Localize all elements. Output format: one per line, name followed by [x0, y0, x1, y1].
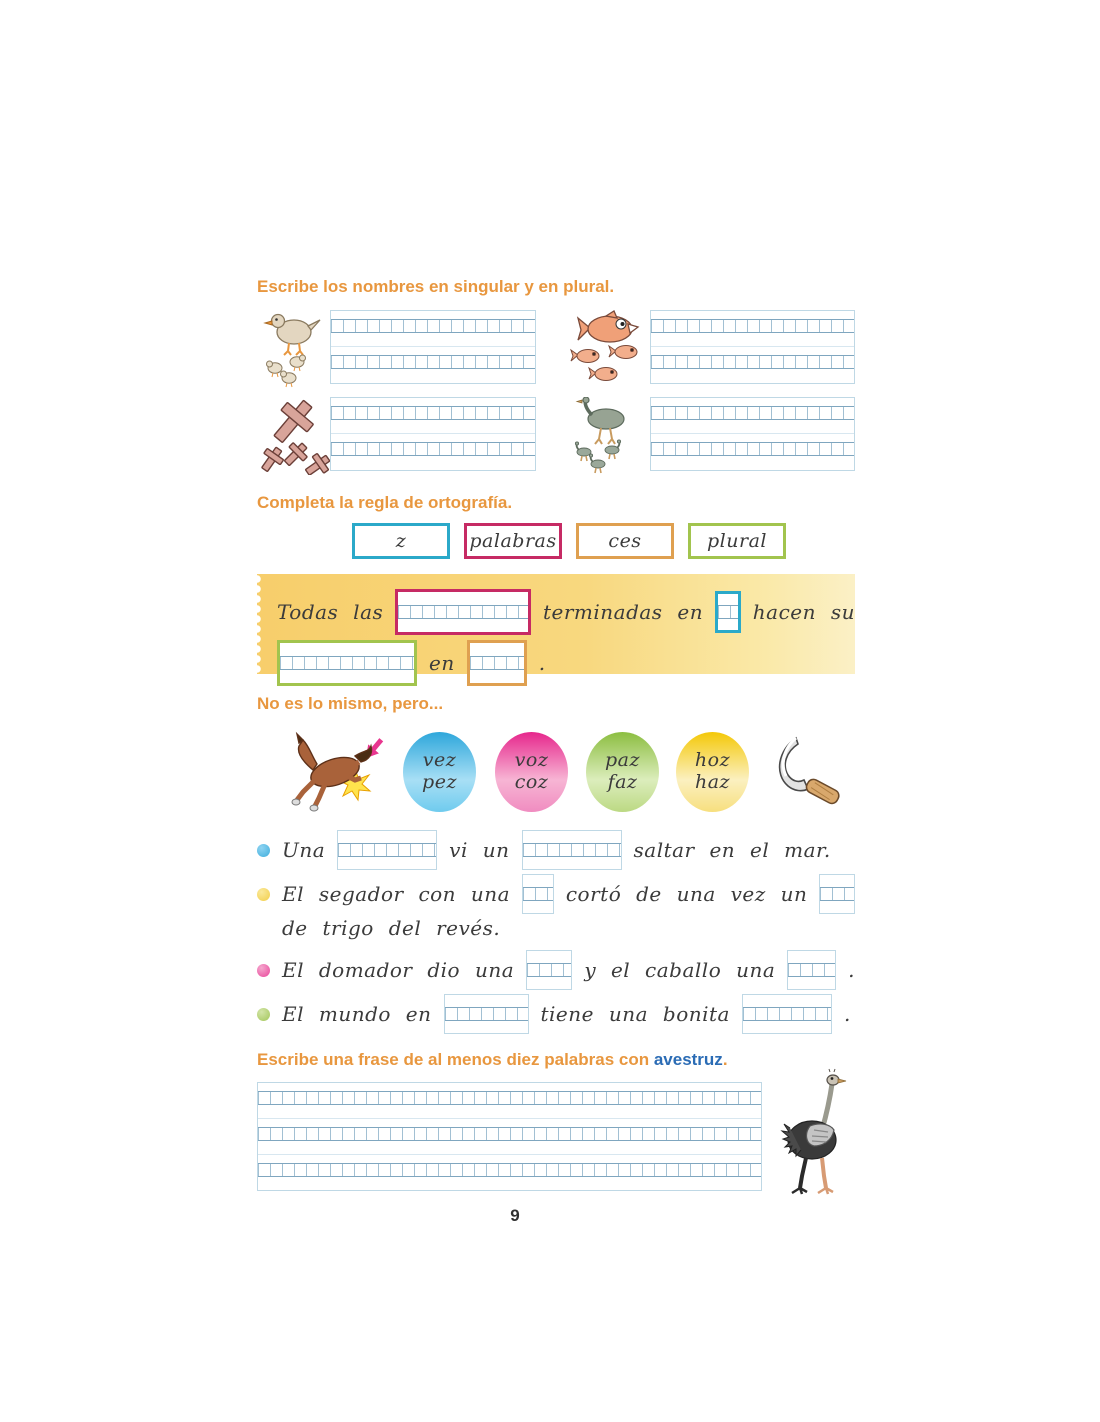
word-card-label: plural — [707, 530, 767, 552]
rule-text-3: hacen su — [752, 600, 855, 624]
sentence-text: cortó de una vez un — [565, 882, 808, 906]
sentence-blank[interactable] — [522, 874, 554, 914]
circle-word-bottom: coz — [514, 771, 549, 793]
sentence-text: tiene una bonita — [540, 1002, 730, 1026]
rule-text-2: terminadas en — [542, 600, 704, 624]
rule-blank-ces[interactable] — [467, 640, 527, 686]
free-writing-lines[interactable] — [257, 1082, 762, 1191]
sentence-vez-pez — [257, 830, 855, 870]
word-circles-row — [285, 726, 855, 818]
sentence-blank[interactable] — [526, 950, 572, 990]
circle-word-top: hoz — [694, 749, 731, 772]
sentence-text: y el caballo una — [584, 958, 776, 982]
rule-text-1: Todas las — [277, 600, 384, 624]
sickle-illustration — [768, 732, 853, 812]
exercise4-title-prefix: Escribe una frase de al menos diez palabras con — [257, 1050, 654, 1069]
circle-hoz-haz[interactable] — [676, 732, 749, 812]
exercise4-title-suffix: . — [722, 1050, 728, 1069]
rule-blank-palabras[interactable] — [395, 589, 531, 635]
exercise2-title: Completa la regla de ortografía. — [257, 493, 513, 512]
sentence-text: vi un — [449, 838, 510, 862]
rule-blank-z[interactable] — [715, 591, 741, 633]
sentence-blank[interactable] — [337, 830, 437, 870]
spelling-rule-box — [257, 574, 855, 674]
blue-bullet-icon — [257, 844, 270, 857]
word-card-label: ces — [608, 530, 642, 552]
fill-in-sentences — [257, 830, 855, 1034]
word-cards — [352, 523, 855, 559]
sentence-text: . — [848, 958, 855, 982]
ostrich-illustration — [770, 1068, 855, 1196]
writing-lines-partridge[interactable] — [330, 310, 536, 384]
circle-word-bottom: faz — [607, 771, 638, 793]
circle-word-top: vez — [422, 749, 457, 772]
sentence-text: . — [843, 1002, 851, 1026]
ostrich-with-chicks-icon — [565, 397, 650, 475]
sentence-text: El mundo en — [282, 1002, 432, 1026]
exercise1-grid — [257, 310, 855, 475]
sentence-text: Una — [282, 838, 326, 862]
exercise4-title — [257, 1050, 855, 1070]
page-content — [257, 0, 855, 1226]
sentence-text: saltar en el mar. — [633, 838, 831, 862]
circle-word-top: voz — [514, 749, 549, 772]
word-card-ces[interactable] — [576, 523, 674, 559]
sentence-blank[interactable] — [742, 994, 832, 1034]
sentence-blank[interactable] — [522, 830, 622, 870]
exercise3-title: No es lo mismo, pero... — [257, 694, 444, 713]
exercise4-title-highlight: avestruz — [653, 1050, 723, 1069]
circle-word-bottom: haz — [694, 771, 731, 793]
sentence-text: El segador con una — [282, 882, 511, 906]
word-card-z[interactable] — [352, 523, 450, 559]
page-number: 9 — [510, 1206, 520, 1225]
exercise1-title: Escribe los nombres en singular y en plural. — [257, 277, 615, 296]
kicking-horse-illustration — [285, 726, 395, 818]
free-writing-section — [257, 1082, 855, 1196]
writing-lines-crosses[interactable] — [330, 397, 536, 471]
circle-word-top: paz — [604, 749, 640, 772]
sentence-blank[interactable] — [819, 874, 855, 914]
sentence-paz-faz — [257, 994, 855, 1034]
green-bullet-icon — [257, 1008, 270, 1021]
rule-blank-plural[interactable] — [277, 640, 417, 686]
word-card-plural[interactable] — [688, 523, 786, 559]
rule-text-4: en — [429, 651, 455, 675]
circle-word-bottom: pez — [422, 771, 457, 793]
writing-lines-fish[interactable] — [650, 310, 855, 384]
rule-text-period: . — [538, 651, 546, 675]
sentence-blank[interactable] — [787, 950, 836, 990]
circle-vez-pez[interactable] — [403, 732, 476, 812]
writing-lines-ostrich[interactable] — [650, 397, 855, 471]
word-card-palabras[interactable] — [464, 523, 562, 559]
sentence-text-continued: de trigo del revés. — [282, 916, 501, 940]
word-card-label: palabras — [469, 530, 557, 552]
yellow-bullet-icon — [257, 888, 270, 901]
sentence-hoz-haz — [257, 874, 855, 914]
word-card-label: z — [395, 530, 407, 552]
circle-voz-coz[interactable] — [495, 732, 568, 812]
sentence-blank[interactable] — [444, 994, 529, 1034]
pink-bullet-icon — [257, 964, 270, 977]
crosses-icon — [257, 397, 330, 475]
partridge-with-chicks-icon — [257, 310, 330, 388]
sentence-voz-coz — [257, 950, 855, 990]
sentence-text: El domador dio una — [282, 958, 515, 982]
fish-with-small-fish-icon — [565, 310, 650, 388]
circle-paz-faz[interactable] — [586, 732, 659, 812]
